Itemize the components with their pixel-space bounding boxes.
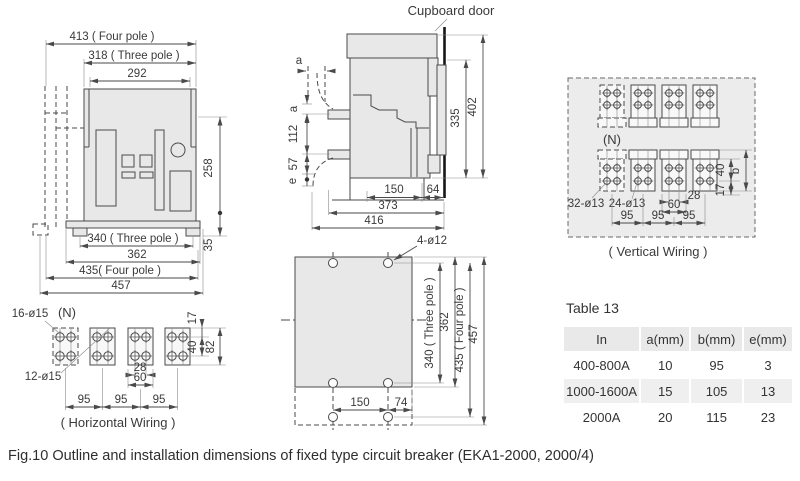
vw-holes-four-pole: 32-ø13 <box>567 198 605 210</box>
mounting-hole <box>384 379 393 388</box>
cell-e: 3 <box>764 357 772 373</box>
hw-dim-17: 17 <box>187 311 199 325</box>
hw-dim-82: 82 <box>205 340 217 354</box>
vw-holes-three-pole: 24-ø13 <box>608 198 646 210</box>
hw-dim-95: 95 <box>77 394 91 406</box>
dim-112: 112 <box>288 124 300 144</box>
vw-neutral-label: (N) <box>602 132 622 147</box>
plate-dim-74: 74 <box>394 397 408 409</box>
terminal-stub <box>328 110 350 119</box>
dim-362: 362 <box>127 249 147 261</box>
mounting-hole <box>329 259 338 268</box>
mounting-plate-view <box>281 235 487 430</box>
cell-in: 400-800A <box>573 357 630 373</box>
cell-e: 13 <box>744 379 792 403</box>
vw-dim-95: 95 <box>651 210 665 222</box>
plate-dim-150: 150 <box>350 397 370 409</box>
mounting-plate <box>295 257 412 387</box>
dim-413-four-pole: 413 ( Four pole ) <box>69 31 155 43</box>
side-view <box>287 3 495 230</box>
side-top-cap <box>347 34 437 58</box>
dim-64: 64 <box>426 184 440 196</box>
mounting-hole <box>329 379 338 388</box>
plate-dim-435: 435 ( Four pole ) <box>454 287 466 373</box>
spec-table <box>562 325 794 431</box>
door-frame-column <box>437 65 446 155</box>
hw-dim-95: 95 <box>114 394 128 406</box>
hw-dim-60: 60 <box>133 372 147 384</box>
plate-dim-362: 362 <box>439 312 451 332</box>
table-row <box>564 405 792 429</box>
plate-dim-457: 457 <box>468 324 480 344</box>
table-header-row <box>564 327 792 351</box>
vw-dim-17: 17 <box>715 183 727 197</box>
cell-in: 1000-1600A <box>564 379 639 403</box>
plate-holes-label: 4-ø12 <box>416 235 448 247</box>
figure-caption: Fig.10 Outline and installation dimensions of fixed type circuit breaker (EKA1-2000, 2000/4) <box>8 448 594 464</box>
dim-373: 373 <box>378 200 398 212</box>
dim-e: e <box>287 177 299 185</box>
dim-340-three-pole: 340 ( Three pole ) <box>87 233 179 245</box>
dim-435-four-pole: 435( Four pole ) <box>79 265 161 277</box>
dim-318-three-pole: 318 ( Three pole ) <box>88 50 180 62</box>
right-foot <box>186 228 200 236</box>
vw-dim-28: 28 <box>687 190 701 202</box>
vertical-wiring-caption: ( Vertical Wiring ) <box>608 244 708 259</box>
side-body <box>350 58 430 178</box>
horizontal-wiring-detail <box>12 305 226 430</box>
dim-416: 416 <box>364 215 384 227</box>
dim-a-side: a <box>288 105 300 113</box>
cell-a: 20 <box>657 409 673 425</box>
hw-blocks <box>53 328 190 365</box>
dashed-foot <box>33 224 48 235</box>
cell-in: 2000A <box>582 409 621 425</box>
mounting-hole <box>384 259 393 268</box>
cell-b: 95 <box>709 357 724 373</box>
cell-a: 15 <box>641 379 689 403</box>
cell-a: 10 <box>657 357 673 373</box>
plate-dim-340: 340 ( Three pole ) <box>424 277 436 369</box>
cell-b: 115 <box>706 409 727 425</box>
vw-dim-40: 40 <box>715 163 727 177</box>
cell-b: 105 <box>691 379 742 403</box>
hw-dim-40: 40 <box>187 340 199 354</box>
table-row <box>564 379 792 403</box>
cupboard-door-label: Cupboard door <box>407 3 495 18</box>
dim-35: 35 <box>203 238 215 252</box>
hw-holes-three-pole: 12-ø15 <box>24 371 62 383</box>
dim-335: 335 <box>450 108 462 128</box>
vw-dim-95: 95 <box>682 210 696 222</box>
dim-150-side: 150 <box>384 184 404 196</box>
header-a: a(mm) <box>641 327 689 351</box>
mounting-hole <box>329 413 338 422</box>
dim-a-top: a <box>295 55 303 67</box>
base-plate <box>66 221 200 228</box>
horizontal-wiring-caption: ( Horizontal Wiring ) <box>60 415 176 430</box>
header-in: In <box>564 327 639 351</box>
cell-e: 23 <box>760 409 776 425</box>
vertical-wiring-detail <box>568 78 755 259</box>
header-b: b(mm) <box>691 327 742 351</box>
hw-dim-95: 95 <box>152 394 166 406</box>
hw-neutral-label: (N) <box>57 305 77 320</box>
dim-57: 57 <box>288 157 300 171</box>
table-title: Table 13 <box>566 300 619 316</box>
vw-dim-95: 95 <box>620 210 634 222</box>
dim-402: 402 <box>467 97 479 117</box>
table-row <box>564 353 792 377</box>
table-13 <box>562 300 794 431</box>
dim-292: 292 <box>127 68 147 80</box>
vw-dim-60: 60 <box>667 199 681 211</box>
terminal-stub <box>328 150 350 159</box>
left-foot <box>73 228 87 236</box>
vw-dim-b: b <box>730 167 742 175</box>
dim-457: 457 <box>111 280 131 292</box>
hw-holes-four-pole: 16-ø15 <box>11 308 49 320</box>
front-view <box>33 31 227 295</box>
dim-258: 258 <box>203 158 215 178</box>
header-e: e(mm) <box>744 327 792 351</box>
hw-dim-28: 28 <box>133 362 147 374</box>
mounting-hole <box>384 413 393 422</box>
